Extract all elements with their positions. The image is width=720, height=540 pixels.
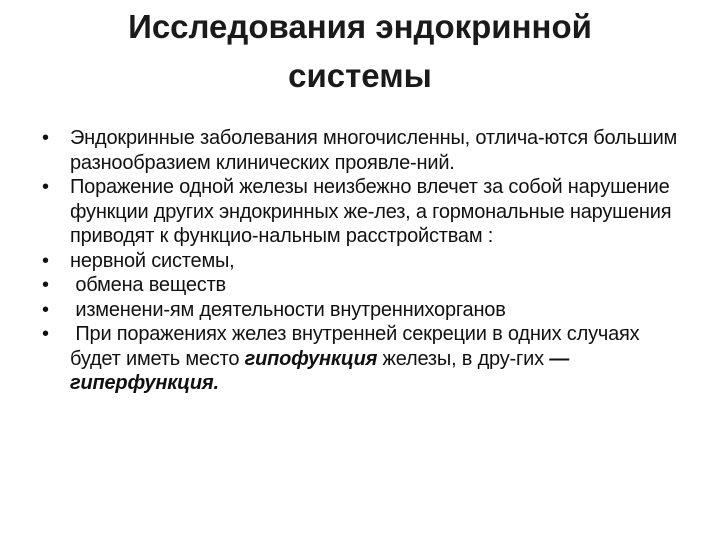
bullet-list	[0, 126, 720, 396]
bullet-marker: •	[42, 249, 49, 272]
bullet-item-3	[0, 249, 720, 274]
bullet-marker: •	[42, 323, 49, 345]
bullet-item-5	[0, 298, 720, 323]
bullet-item-6	[0, 322, 720, 396]
emphasis-hyperfunction: —гиперфункция.	[70, 347, 570, 394]
slide-title	[60, 2, 660, 100]
bullet-text: Эндокринные заболевания многочисленны, отлича-ются большим разнообразием клинических проявле-ний.	[70, 127, 678, 174]
bullet-text: обмена веществ	[70, 274, 226, 296]
bullet-item-1	[0, 126, 720, 175]
bullet-text: изменени-ям деятельности внутреннихорганов	[70, 298, 506, 321]
bullet-text: нервной системы,	[70, 249, 235, 272]
title-line-1: Исследования эндокринной	[128, 8, 592, 45]
bullet-marker: •	[42, 274, 49, 296]
bullet-item-2	[0, 175, 720, 249]
bullet-text: Поражение одной железы неизбежно влечет за собой нарушение функции других эндокринных же-лез, а гормональные нарушения приводят к функцио-нальным расстройствам :	[70, 176, 672, 247]
bullet-marker: •	[42, 127, 49, 149]
title-line-2: системы	[288, 57, 432, 94]
bullet-text-part-2: железы, в дру-гих	[377, 347, 550, 370]
emphasis-hypofunction: гипофункция	[244, 347, 378, 370]
bullet-marker: •	[42, 176, 49, 198]
bullet-item-4	[0, 273, 720, 298]
bullet-text-part-1: При поражениях желез внутренней секреции в одних случаях будет иметь место	[70, 323, 645, 370]
bullet-marker: •	[42, 298, 49, 321]
